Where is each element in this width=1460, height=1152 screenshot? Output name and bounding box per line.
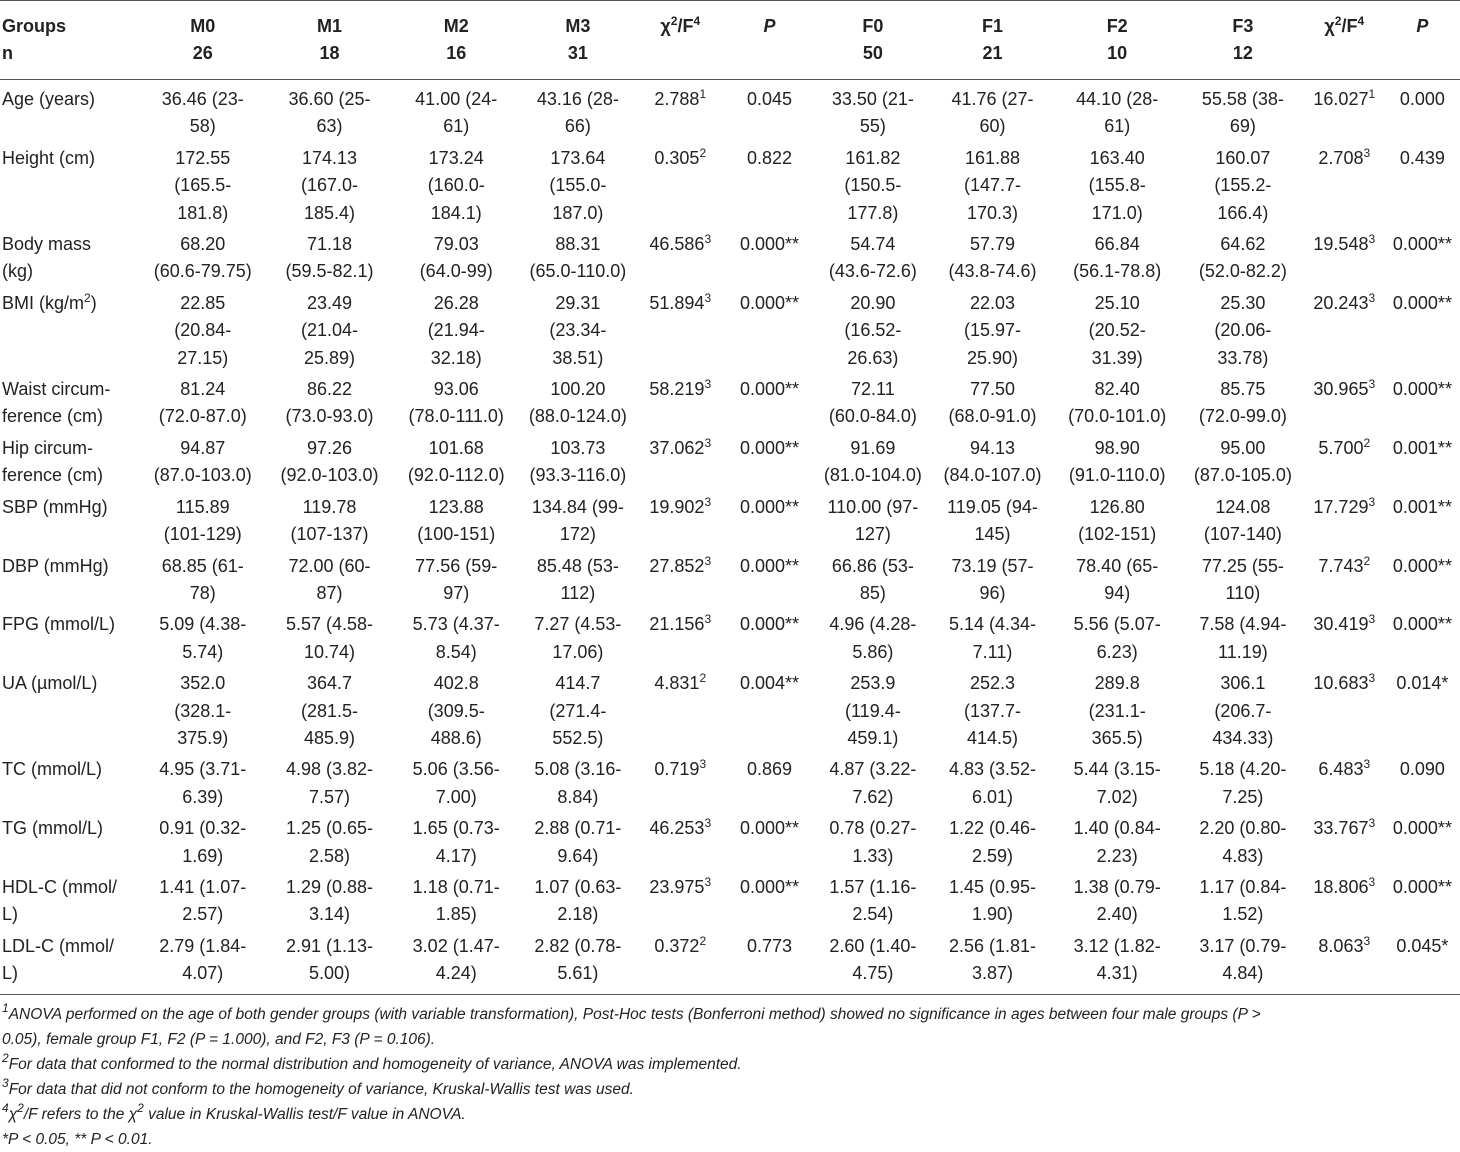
row-label: UA (µmol/L) (2, 673, 98, 694)
table-row (0, 433, 1460, 492)
table-cell: 0.090 (1399, 759, 1445, 780)
table-cell: 66.84 (56.1-78.8) (1073, 234, 1162, 282)
table-cell: 93.06 (78.0-111.0) (408, 379, 504, 427)
table-cell: 0.001** (1392, 437, 1452, 458)
table-cell: 4.87 (3.22- 7.62) (829, 759, 917, 807)
table-row (0, 80, 1460, 143)
table-row (0, 492, 1460, 551)
table-cell: 0.000** (1392, 555, 1452, 576)
table-cell: 0.305$^2$ (654, 145, 707, 168)
table-cell: 174.13 (167.0- 185.4) (300, 147, 358, 223)
row-label: TG (mmol/L) (2, 818, 103, 839)
table-cell: 77.25 (55- 110) (1201, 555, 1284, 603)
header-cell (726, 40, 813, 80)
table-cell: 101.68 (92.0-112.0) (407, 437, 505, 486)
table-cell: 54.74 (43.6-72.6) (828, 234, 917, 282)
table-cell: 4.95 (3.71- 6.39) (159, 759, 247, 807)
table-cell: 0.439 (1399, 147, 1445, 168)
header-cell: F1 (933, 1, 1053, 41)
table-cell: 85.75 (72.0-99.0) (1198, 379, 1287, 427)
table-cell: 64.62 (52.0-82.2) (1198, 234, 1287, 282)
table-cell: 22.85 (20.84- 27.15) (174, 292, 232, 368)
header-row-groups (0, 1, 1460, 41)
footnote: *P < 0.05, ** P < 0.01. (2, 1130, 153, 1148)
table-cell: 2.82 (0.78- 5.61) (534, 935, 622, 984)
table-cell: 3.02 (1.47- 4.24) (412, 935, 500, 984)
table-cell: 0.004** (739, 673, 799, 694)
table-row (0, 374, 1460, 433)
row-label: LDL-C (mmol/ L) (2, 935, 115, 984)
table-cell: 3.17 (0.79- 4.84) (1199, 935, 1287, 984)
table-cell: 27.852$^3$ (649, 553, 712, 576)
table-cell: 68.85 (61- 78) (161, 555, 244, 603)
header-cell: P (726, 1, 813, 41)
table-cell: 1.41 (1.07- 2.57) (159, 876, 247, 925)
row-label: DBP (mmHg) (2, 555, 109, 576)
table-cell: 5.73 (4.37- 8.54) (412, 614, 500, 662)
table-cell: 123.88 (100-151) (417, 496, 496, 545)
table-cell: 2.79 (1.84- 4.07) (159, 935, 247, 984)
table-cell: 20.90 (16.52- 26.63) (844, 292, 902, 368)
table-cell: 88.31 (65.0-110.0) (529, 234, 627, 282)
row-label: Body mass (kg) (2, 234, 92, 282)
table-cell: 55.58 (38- 69) (1201, 89, 1284, 137)
footnote: $^4\chi^2/F$ refers to the $\chi^2$ value in Kruskal-Wallis test/F value in ANOVA. (2, 1100, 466, 1123)
table-cell: 21.156$^3$ (649, 612, 712, 635)
table-cell: 5.700$^2$ (1318, 435, 1371, 458)
header-cell: 21 (933, 40, 1053, 80)
table-cell: 100.20 (88.0-124.0) (528, 379, 627, 427)
header-cell: M0 (138, 1, 268, 41)
table-cell: 0.000** (739, 437, 799, 458)
table-cell: 73.19 (57- 96) (951, 555, 1034, 603)
table-cell: 0.000** (739, 818, 799, 839)
table-body (0, 80, 1460, 995)
table-cell: 94.87 (87.0-103.0) (153, 437, 252, 486)
table-cell: 5.57 (4.58- 10.74) (285, 614, 374, 662)
table-cell: 5.08 (3.16- 8.84) (534, 759, 622, 807)
table-cell: 0.000** (739, 496, 799, 517)
table-cell: 8.063$^3$ (1318, 933, 1371, 956)
table-cell: 0.000 (1399, 89, 1445, 109)
table-cell: 26.28 (21.94- 32.18) (427, 292, 485, 368)
header-cell: F0 (813, 1, 933, 41)
table-cell: 1.18 (0.71- 1.85) (412, 876, 500, 925)
table-cell: 0.000** (1392, 876, 1452, 897)
table-cell: 78.40 (65- 94) (1076, 555, 1159, 603)
table-cell: 25.10 (20.52- 31.39) (1088, 292, 1146, 368)
table-cell: 1.29 (0.88- 3.14) (285, 876, 374, 925)
table-cell: 352.0 (328.1- 375.9) (174, 673, 232, 748)
row-label: FPG (mmol/L) (2, 614, 116, 635)
table-cell: 0.000** (739, 614, 799, 635)
table-cell: 1.65 (0.73- 4.17) (412, 818, 500, 866)
table-cell: 86.22 (73.0-93.0) (285, 379, 374, 427)
table-cell: 29.31 (23.34- 38.51) (549, 292, 607, 368)
table-cell: 57.79 (43.8-74.6) (948, 234, 1037, 282)
table-cell: 2.20 (0.80- 4.83) (1199, 818, 1287, 866)
table-cell: 3.12 (1.82- 4.31) (1073, 935, 1161, 984)
table-cell: 7.27 (4.53- 17.06) (534, 614, 622, 662)
table-cell: 98.90 (91.0-110.0) (1068, 437, 1166, 486)
table-cell: 5.14 (4.34- 7.11) (948, 614, 1037, 662)
table-cell: 0.001** (1392, 496, 1452, 517)
table-row (0, 668, 1460, 754)
table-cell: 0.000** (1392, 614, 1452, 635)
table-cell: 51.894$^3$ (649, 290, 712, 313)
table-cell: 2.91 (1.13- 5.00) (285, 935, 374, 984)
table-row (0, 143, 1460, 229)
header-cell: 12 (1182, 40, 1304, 80)
table-cell: 172.55 (165.5- 181.8) (174, 147, 232, 223)
table-row (0, 872, 1460, 931)
header-cell (1304, 40, 1385, 80)
table-cell: 18.806$^3$ (1313, 874, 1376, 897)
table-row (0, 609, 1460, 668)
header-cell: M2 (391, 1, 521, 41)
table-row (0, 551, 1460, 610)
table-cell: 119.05 (94- 145) (947, 496, 1038, 545)
table-cell: 79.03 (64.0-99) (419, 234, 493, 282)
header-cell: 31 (521, 40, 635, 80)
table-cell: 36.46 (23- 58) (161, 89, 244, 137)
table-cell: 1.38 (0.79- 2.40) (1073, 876, 1161, 925)
footnote: 0.05), female group F1, F2 (P = 1.000), and F2, F3 (P = 0.106). (2, 1030, 436, 1048)
table-cell: 1.17 (0.84- 1.52) (1199, 876, 1287, 925)
header-cell: n (0, 40, 138, 80)
table-row (0, 754, 1460, 813)
table-cell: 77.50 (68.0-91.0) (948, 379, 1037, 427)
header-cell: $\chi^2/F^4$ (635, 1, 726, 41)
table-cell: 160.07 (155.2- 166.4) (1214, 147, 1272, 223)
table-cell: 41.00 (24- 61) (415, 89, 498, 137)
table-cell: 163.40 (155.8- 171.0) (1088, 147, 1146, 223)
table-cell: 5.06 (3.56- 7.00) (412, 759, 500, 807)
table-cell: 1.40 (0.84- 2.23) (1073, 818, 1161, 866)
table-cell: 7.743$^2$ (1318, 553, 1371, 576)
header-cell: Groups (0, 1, 138, 41)
table-cell: 97.26 (92.0-103.0) (280, 437, 379, 486)
header-cell: 16 (391, 40, 521, 80)
row-label: Age (years) (2, 89, 96, 109)
table-cell: 134.84 (99- 172) (531, 496, 624, 545)
header-cell: M1 (268, 1, 392, 41)
table-cell: 33.50 (21- 55) (831, 89, 914, 137)
table-cell: 30.419$^3$ (1313, 612, 1376, 635)
table-cell: 0.000** (739, 292, 799, 313)
header-cell: F2 (1052, 1, 1182, 41)
header-cell: $\chi^2/F^4$ (1304, 1, 1385, 41)
table-cell: 0.000** (1392, 234, 1452, 255)
table-cell: 4.98 (3.82- 7.57) (285, 759, 374, 807)
table-cell: 22.03 (15.97- 25.90) (963, 292, 1022, 368)
table-cell: 0.91 (0.32- 1.69) (159, 818, 247, 866)
table-cell: 173.64 (155.0- 187.0) (549, 147, 607, 223)
footnote: $^2$For data that conformed to the normal distribution and homogeneity of variance, ANOVA was implemented. (2, 1050, 742, 1073)
table-cell: 0.869 (746, 759, 792, 780)
table-cell: 16.027$^1$ (1313, 87, 1376, 109)
table-cell: 0.000** (739, 876, 799, 897)
table-cell: 126.80 (102-151) (1078, 496, 1157, 545)
table-cell: 0.78 (0.27- 1.33) (829, 818, 917, 866)
table-cell: 115.89 (101-129) (163, 496, 242, 545)
table-cell: 0.000** (739, 555, 799, 576)
table-cell: 10.683$^3$ (1313, 671, 1376, 694)
table-cell: 2.60 (1.40- 4.75) (829, 935, 917, 984)
table-cell: 95.00 (87.0-105.0) (1193, 437, 1292, 486)
table-cell: 5.09 (4.38- 5.74) (159, 614, 247, 662)
table-cell: 85.48 (53- 112) (536, 555, 619, 603)
table-cell: 2.788$^1$ (654, 87, 707, 109)
table-cell: 0.822 (746, 147, 792, 168)
table-cell: 4.83 (3.52- 6.01) (948, 759, 1037, 807)
table-cell: 1.25 (0.65- 2.58) (285, 818, 374, 866)
table-cell: 1.07 (0.63- 2.18) (534, 876, 622, 925)
table-cell: 91.69 (81.0-104.0) (823, 437, 922, 486)
table-cell: 58.219$^3$ (649, 377, 712, 400)
table-cell: 0.000** (739, 379, 799, 400)
header-cell: 26 (138, 40, 268, 80)
table-cell: 289.8 (231.1- 365.5) (1088, 673, 1146, 748)
table-cell: 0.719$^3$ (654, 757, 707, 780)
table-cell: 23.49 (21.04- 25.89) (300, 292, 358, 368)
table-header (0, 1, 1460, 80)
table-cell: 36.60 (25- 63) (288, 89, 371, 137)
table-cell: 402.8 (309.5- 488.6) (427, 673, 485, 748)
table-cell: 0.045* (1396, 935, 1449, 956)
table-row (0, 813, 1460, 872)
table-cell: 33.767$^3$ (1313, 816, 1376, 839)
table-cell: 0.000** (1392, 818, 1452, 839)
row-label: Waist circum- ference (cm) (2, 379, 111, 427)
table-cell: 5.44 (3.15- 7.02) (1073, 759, 1161, 807)
table-cell: 46.586$^3$ (649, 232, 712, 255)
table-row (0, 288, 1460, 374)
table-cell: 68.20 (60.6-79.75) (153, 234, 252, 282)
table-cell: 0.014* (1396, 673, 1449, 694)
table-cell: 41.76 (27- 60) (951, 89, 1034, 137)
row-label: Height (cm) (2, 147, 96, 168)
table-cell: 66.86 (53- 85) (831, 555, 914, 603)
header-cell: F3 (1182, 1, 1304, 41)
table-cell: 2.56 (1.81- 3.87) (948, 935, 1037, 984)
footnote: $^3$For data that did not conform to the homogeneity of variance, Kruskal-Wallis test was used. (2, 1075, 634, 1098)
table-cell: 252.3 (137.7- 414.5) (963, 673, 1022, 748)
table-cell: 7.58 (4.94- 11.19) (1199, 614, 1287, 662)
table-cell: 0.000** (1392, 379, 1452, 400)
row-label: SBP (mmHg) (2, 496, 108, 517)
table-cell: 82.40 (70.0-101.0) (1068, 379, 1167, 427)
table-cell: 25.30 (20.06- 33.78) (1214, 292, 1272, 368)
header-row-n (0, 40, 1460, 80)
header-cell: 10 (1052, 40, 1182, 80)
row-label: Hip circum- ference (cm) (2, 437, 104, 486)
table-cell: 103.73 (93.3-116.0) (529, 437, 627, 486)
table-cell: 81.24 (72.0-87.0) (158, 379, 247, 427)
row-label: HDL-C (mmol/ L) (2, 876, 117, 925)
table-cell: 6.483$^3$ (1318, 757, 1371, 780)
table-cell: 43.16 (28- 66) (536, 89, 619, 137)
header-cell: P (1385, 1, 1460, 41)
table-cell: 1.22 (0.46- 2.59) (948, 818, 1037, 866)
table-cell: 124.08 (107-140) (1203, 496, 1282, 545)
table-cell: 173.24 (160.0- 184.1) (427, 147, 485, 223)
header-cell (1385, 40, 1460, 80)
table-row (0, 229, 1460, 288)
table-cell: 44.10 (28- 61) (1076, 89, 1159, 137)
row-label: BMI $(kg/m^2)$ (2, 290, 97, 313)
table-cell: 5.18 (4.20- 7.25) (1199, 759, 1287, 807)
table-cell: 46.253$^3$ (649, 816, 712, 839)
table-cell: 19.902$^3$ (649, 494, 712, 517)
table-cell: 110.00 (97- 127) (827, 496, 919, 545)
table-cell: 77.56 (59- 97) (415, 555, 498, 603)
table-row (0, 931, 1460, 994)
table-cell: 72.11 (60.0-84.0) (828, 379, 917, 427)
table-cell: 23.975$^3$ (649, 874, 712, 897)
row-label: TC (mmol/L) (2, 759, 102, 780)
table-cell: 94.13 (84.0-107.0) (943, 437, 1042, 486)
table-cell: 414.7 (271.4- 552.5) (549, 673, 607, 748)
table-cell: 161.82 (150.5- 177.8) (844, 147, 902, 223)
table-footnotes (0, 1002, 1460, 1152)
table-cell: 30.965$^3$ (1313, 377, 1376, 400)
table-cell: 4.96 (4.28- 5.86) (829, 614, 917, 662)
table-cell: 1.57 (1.16- 2.54) (829, 876, 917, 925)
header-cell: 50 (813, 40, 933, 80)
table-cell: 4.831$^2$ (654, 671, 707, 694)
table-cell: 0.045 (746, 89, 792, 109)
table-cell: 119.78 (107-137) (290, 496, 369, 545)
table-cell: 0.773 (746, 935, 792, 956)
table-cell: 20.243$^3$ (1313, 290, 1376, 313)
header-cell: 18 (268, 40, 392, 80)
table-cell: 72.00 (60- 87) (288, 555, 371, 603)
table-cell: 0.000** (739, 234, 799, 255)
table-cell: 19.548$^3$ (1313, 232, 1376, 255)
table-cell: 17.729$^3$ (1313, 494, 1376, 517)
table-cell: 2.708$^3$ (1318, 145, 1371, 168)
table-cell: 253.9 (119.4- 459.1) (845, 673, 901, 748)
table-cell: 306.1 (206.7- 434.33) (1212, 673, 1274, 748)
table-cell: 364.7 (281.5- 485.9) (300, 673, 358, 748)
header-cell (635, 40, 726, 80)
table-cell: 161.88 (147.7- 170.3) (963, 147, 1022, 223)
table-cell: 5.56 (5.07- 6.23) (1073, 614, 1161, 662)
footnote: $^1$ANOVA performed on the age of both gender groups (with variable transformation), Post-Hoc tests (Bonferroni method) showed no significance in ages between four male groups (P > (2, 1000, 1261, 1023)
table-cell: 0.372$^2$ (654, 933, 707, 956)
table-cell: 1.45 (0.95- 1.90) (948, 876, 1037, 925)
table-cell: 71.18 (59.5-82.1) (285, 234, 374, 282)
table-cell: 2.88 (0.71- 9.64) (534, 818, 622, 866)
table-cell: 37.062$^3$ (649, 435, 712, 458)
table-cell: 0.000** (1392, 292, 1452, 313)
header-cell: M3 (521, 1, 635, 41)
